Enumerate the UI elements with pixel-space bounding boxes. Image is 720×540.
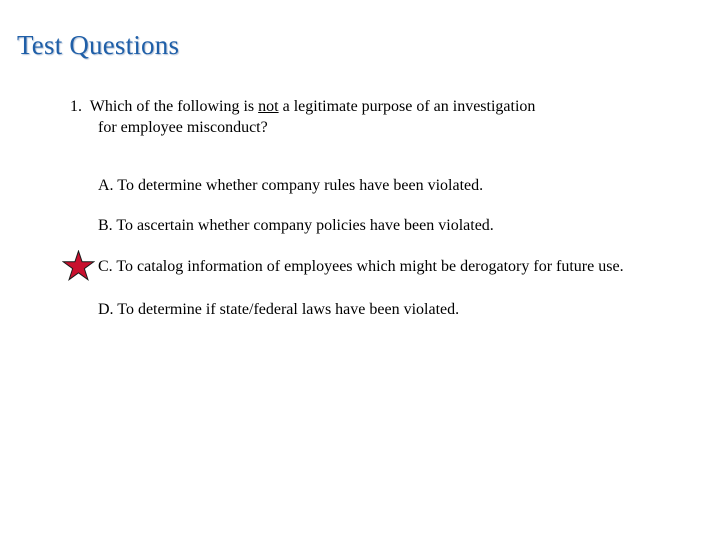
question-line-1 xyxy=(70,96,630,117)
star-icon xyxy=(62,250,95,281)
option-letter: B. xyxy=(98,217,113,234)
option-letter: A. xyxy=(98,177,114,194)
option-d xyxy=(98,300,459,320)
question-text-after: a legitimate purpose of an investigation xyxy=(282,98,536,115)
question-continuation: for employee misconduct? xyxy=(98,119,268,136)
question-emphasis: not xyxy=(258,98,279,115)
option-text: To determine if state/federal laws have been violated. xyxy=(117,301,460,318)
option-b xyxy=(98,216,494,236)
slide-title: Test Questions xyxy=(17,30,180,60)
question-text-before: Which of the following is xyxy=(89,98,255,115)
option-a xyxy=(98,176,483,196)
option-text: To determine whether company rules have been violated. xyxy=(117,177,484,194)
question-number: 1. xyxy=(70,98,82,115)
option-c xyxy=(98,257,624,277)
option-letter: D. xyxy=(98,301,114,318)
question-1 xyxy=(70,96,630,138)
option-letter: C. xyxy=(98,258,113,275)
star-shape xyxy=(63,251,94,280)
option-text: To catalog information of employees which might be derogatory for future use. xyxy=(116,258,624,275)
option-text: To ascertain whether company policies have been violated. xyxy=(116,217,494,234)
